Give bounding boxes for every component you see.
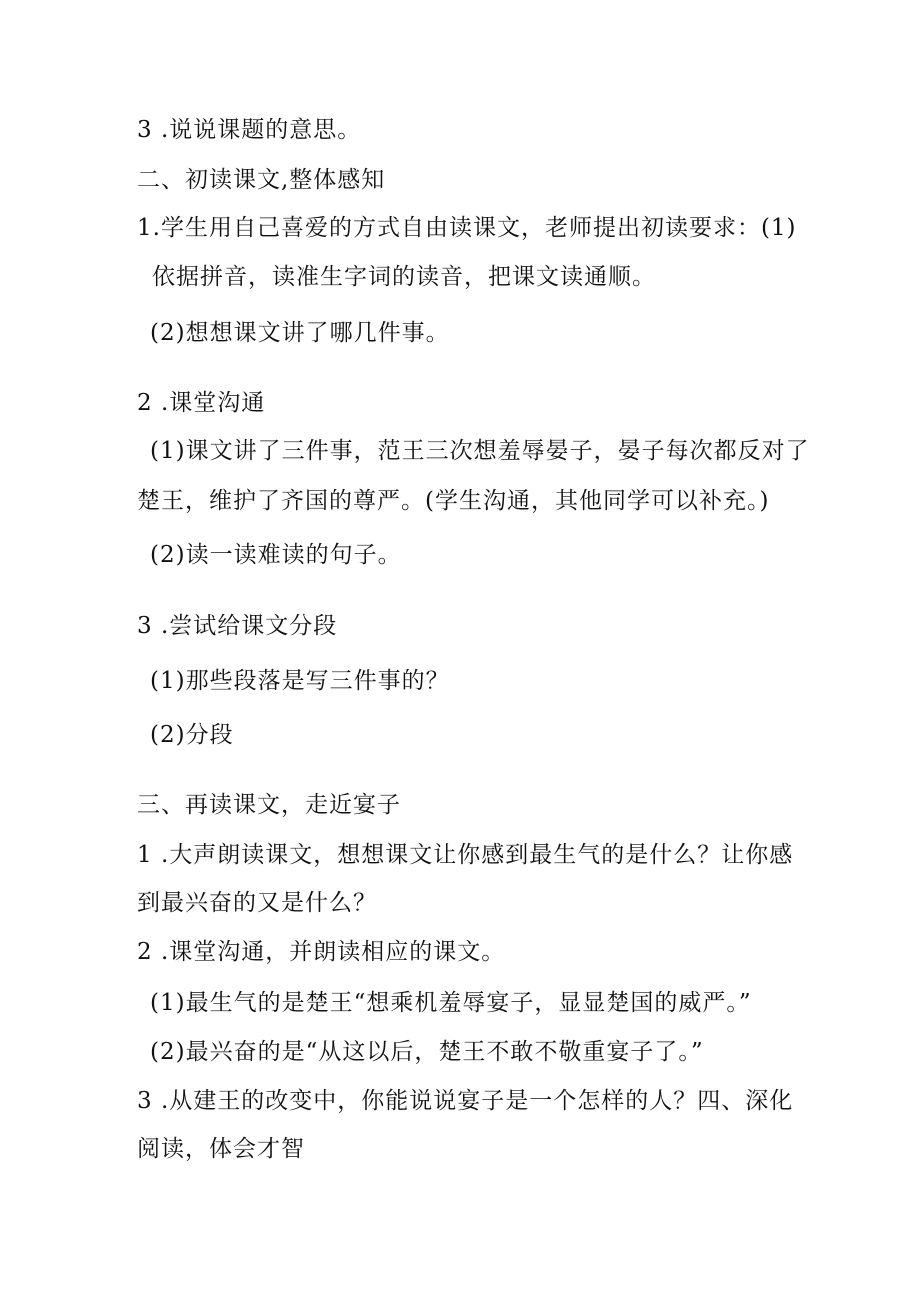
text-line: 3 .说说课题的意思。	[137, 117, 362, 143]
text-line: (1)最生气的是楚王“想乘机羞辱宴子，显显楚国的威严。”	[150, 990, 752, 1016]
text-line: (2)最兴奋的是“从这以后，楚王不敢不敬重宴子了。”	[150, 1039, 704, 1065]
text-line: 楚王，维护了齐国的尊严。(学生沟通，其他同学可以补充。)	[137, 488, 770, 514]
text-line: 1.学生用自己喜爱的方式自由读课文，老师提出初读要求：(1)	[137, 215, 797, 241]
text-line: 2 .课堂沟通	[137, 390, 266, 416]
text-line: 3 .尝试给课文分段	[137, 613, 338, 639]
text-line: 3 .从建王的改变中，你能说说宴子是一个怎样的人？四、深化	[137, 1088, 794, 1114]
text-line: 2 .课堂沟通，并朗读相应的课文。	[137, 939, 506, 965]
text-line: 阅读，体会才智	[137, 1136, 305, 1162]
text-line: (1)课文讲了三件事，范王三次想羞辱晏子，晏子每次都反对了	[150, 438, 810, 464]
section-heading: 二、初读课文,整体感知	[137, 167, 386, 193]
text-line: (1)那些段落是写三件事的？	[150, 668, 450, 694]
text-line: (2)读一读难读的句子。	[150, 542, 402, 568]
text-line: 1 .大声朗读课文，想想课文让你感到最生气的是什么？让你感	[137, 842, 794, 868]
text-line: (2)分段	[150, 722, 234, 748]
text-line: 到最兴奋的又是什么？	[137, 890, 377, 916]
text-line: (2)想想课文讲了哪几件事。	[150, 320, 450, 346]
section-heading: 三、再读课文，走近宴子	[137, 792, 401, 818]
text-line: 依据拼音，读准生字词的读音，把课文读通顺。	[152, 264, 656, 290]
